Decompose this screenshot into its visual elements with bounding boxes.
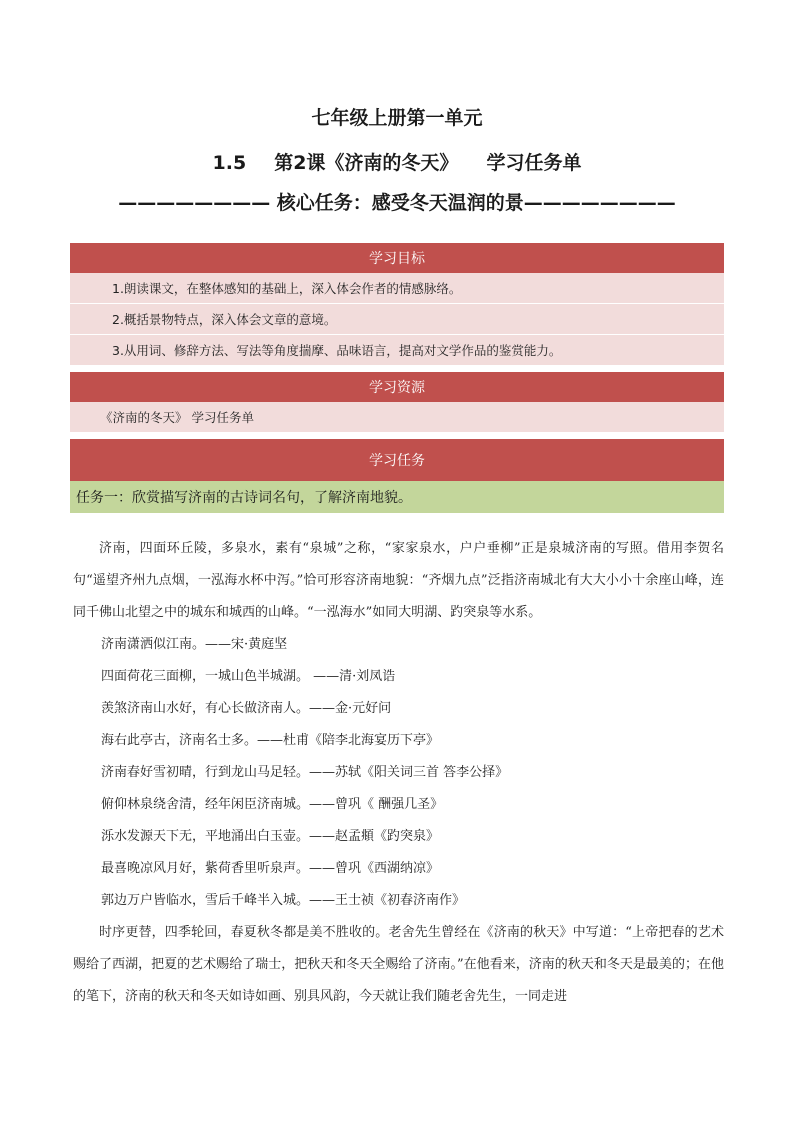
goal-item: 2.概括景物特点，深入体会文章的意境。 [70,304,724,335]
task-table [70,243,724,513]
resource-item: 《济南的冬天》 学习任务单 [70,402,724,433]
poem-line: 济南春好雪初晴，行到龙山马足轻。——苏轼《阳关词三首 答李公择》 [101,765,509,780]
goal-item: 3.从用词、修辞方法、写法等角度揣摩、品味语言，提高对文学作品的鉴赏能力。 [70,335,724,366]
lesson-suffix: 学习任务单 [486,152,582,174]
closing-paragraph: 时序更替，四季轮回，春夏秋冬都是美不胜收的。老舍先生曾经在《济南的秋天》中写道：“上帝把春的艺术赐给了西湖，把夏的艺术赐给了瑞士，把秋天和冬天全赐给了济南。”在他看来，济南的秋天和冬天是最美的；在他的笔下，济南的秋天和冬天如诗如画、别具风韵，今天就让我们随老舍先生，一同走进 [73,925,724,1004]
resources-header: 学习资源 [70,372,724,402]
poem-line: 郭边万户皆临水，雪后千峰半入城。——王士祯《初春济南作》 [101,893,466,908]
poem-line: 四面荷花三面柳，一城山色半城湖。 ——清·刘凤诰 [101,669,396,684]
poem-line: 羡煞济南山水好，有心长做济南人。——金·元好问 [101,701,392,716]
unit-title: 七年级上册第一单元 [311,107,483,129]
poem-line: 最喜晚凉风月好，紫荷香里听泉声。——曾巩《西湖纳凉》 [101,861,440,876]
tasks-header: 学习任务 [70,439,724,481]
goals-header: 学习目标 [70,243,724,273]
goal-item: 1.朗读课文，在整体感知的基础上，深入体会作者的情感脉络。 [70,273,724,304]
lesson-title [0,148,794,175]
poem-line: 俯仰林泉绕舍清，经年闲臣济南城。——曾巩《 酬强几圣》 [101,797,444,812]
poem-line: 海右此亭古，济南名士多。——杜甫《陪李北海宴历下亭》 [101,733,440,748]
lesson-number: 1.5 [212,152,247,174]
lesson-name: 第2课《济南的冬天》 [274,152,459,174]
poem-line: 泺水发源天下无，平地涌出白玉壶。——赵孟頫《趵突泉》 [101,829,440,844]
poem-line: 济南潇洒似江南。——宋·黄庭坚 [101,637,288,652]
task-one: 任务一：欣赏描写济南的古诗词名句，了解济南地貌。 [70,481,724,513]
body-text [73,533,724,1013]
intro-paragraph: 济南，四面环丘陵，多泉水，素有“泉城”之称，“家家泉水，户户垂柳”正是泉城济南的写照。借用李贺名句“遥望齐州九点烟，一泓海水杯中泻。”恰可形容济南地貌：“齐烟九点”泛指济南城北有大大小小十余座山峰，连同千佛山北望之中的城东和城西的山峰。“一泓海水”如同大明湖、趵突泉等水系。 [73,541,724,620]
core-task-line: ———————— 核心任务：感受冬天温润的景———————— [118,192,676,214]
